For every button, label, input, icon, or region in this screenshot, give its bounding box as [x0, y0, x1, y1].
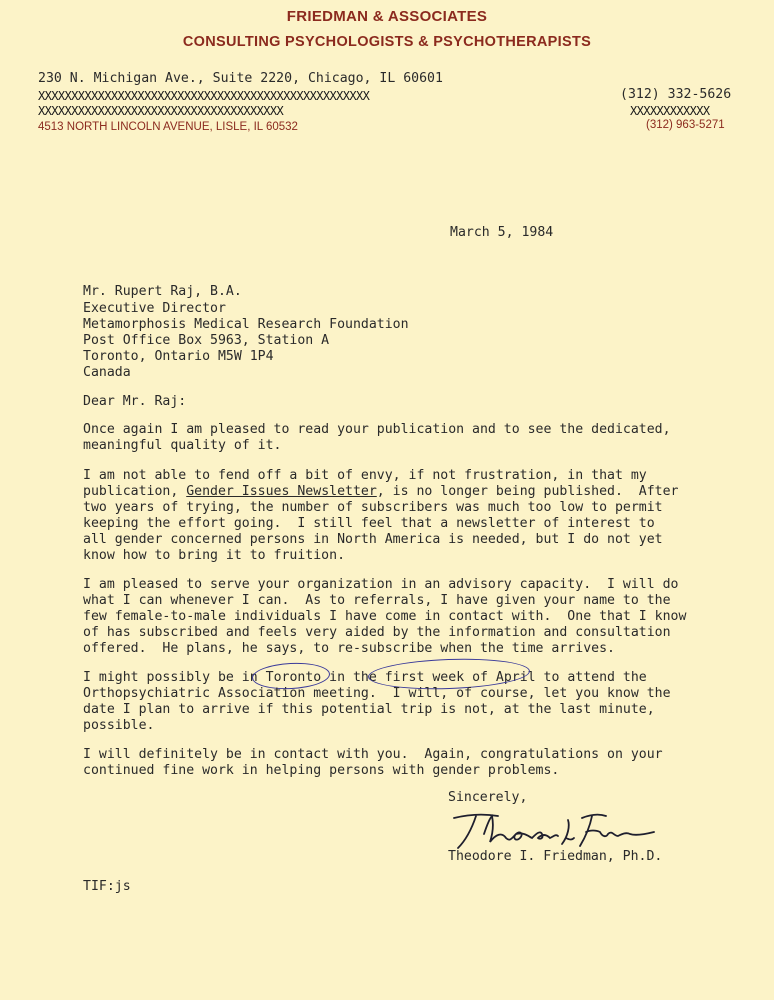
p2-line: I am not able to fend off a bit of envy, if not frustration, in that my [83, 468, 647, 483]
p2-text: publication, [83, 484, 187, 499]
address-lisle: 4513 NORTH LINCOLN AVENUE, LISLE, IL 60532 [38, 121, 298, 133]
recipient-name: Mr. Rupert Raj, B.A. [83, 284, 242, 299]
address-struck-1: XXXXXXXXXXXXXXXXXXXXXXXXXXXXXXXXXXXXXXXXXXXXXXXXXX [38, 89, 370, 103]
phone-main: (312) 332-5626 [620, 87, 732, 102]
recipient-box: Post Office Box 5963, Station A [83, 333, 330, 348]
phone-lisle: (312) 963-5271 [646, 119, 725, 131]
p5-line: continued fine work in helping persons with gender problems. [83, 763, 560, 778]
p3-line: what I can whenever I can. As to referrals, I have given your name to the [83, 593, 671, 608]
firm-subtitle: CONSULTING PSYCHOLOGISTS & PSYCHOTHERAPISTS [182, 34, 592, 50]
p4-text: I might possibly be in [83, 670, 266, 685]
p1-line: meaningful quality of it. [83, 438, 282, 453]
recipient-org: Metamorphosis Medical Research Foundation [83, 317, 409, 332]
address-struck-2: XXXXXXXXXXXXXXXXXXXXXXXXXXXXXXXXXXXXX [38, 104, 284, 118]
p3-line: of has subscribed and feels very aided by the information and consultation [83, 625, 671, 640]
phone-struck: XXXXXXXXXXXX [630, 104, 710, 118]
recipient-city: Toronto, Ontario M5W 1P4 [83, 349, 274, 364]
p2-line: keeping the effort going. I still feel that a newsletter of interest to [83, 516, 655, 531]
p2-line: know how to bring it to fruition. [83, 548, 346, 563]
address-main: 230 N. Michigan Ave., Suite 2220, Chicago, IL 60601 [38, 71, 443, 86]
recipient-title: Executive Director [83, 301, 226, 316]
p4-text: to attend the [535, 670, 647, 685]
p2-line [83, 483, 683, 500]
p4-line: possible. [83, 718, 155, 733]
handwritten-signature [450, 804, 660, 854]
april-circled: first week of April [384, 670, 536, 685]
p3-line: I am pleased to serve your organization in an advisory capacity. I will do [83, 577, 679, 592]
p3-line: offered. He plans, he says, to re-subscribe when the time arrives. [83, 641, 615, 656]
salutation: Dear Mr. Raj: [83, 394, 187, 409]
typist-initials: TIF:js [83, 879, 131, 894]
newsletter-title: Gender Issues Newsletter [186, 484, 377, 499]
p2-text: , is no longer being published. After [376, 484, 679, 499]
recipient-country: Canada [83, 365, 131, 380]
p1-line: Once again I am pleased to read your publication and to see the dedicated, [83, 422, 671, 437]
p3-line: few female-to-male individuals I have come in contact with. One that I know [83, 609, 687, 624]
toronto-circled: Toronto [265, 670, 322, 685]
p4-line: date I plan to arrive if this potential trip is not, at the last minute, [83, 702, 655, 717]
p4-text: in the [321, 670, 385, 685]
firm-name: FRIEDMAN & ASSOCIATES [286, 8, 488, 25]
p4-line: Orthopsychiatric Association meeting. I will, of course, let you know the [83, 686, 671, 701]
p2-line: two years of trying, the number of subscribers was much too low to permit [83, 500, 663, 515]
letter-date: March 5, 1984 [450, 225, 554, 240]
signatory-name: Theodore I. Friedman, Ph.D. [448, 849, 663, 864]
closing: Sincerely, [448, 790, 528, 805]
p5-line: I will definitely be in contact with you. Again, congratulations on your [83, 747, 663, 762]
p2-line: all gender concerned persons in North America is needed, but I do not yet [83, 532, 663, 547]
